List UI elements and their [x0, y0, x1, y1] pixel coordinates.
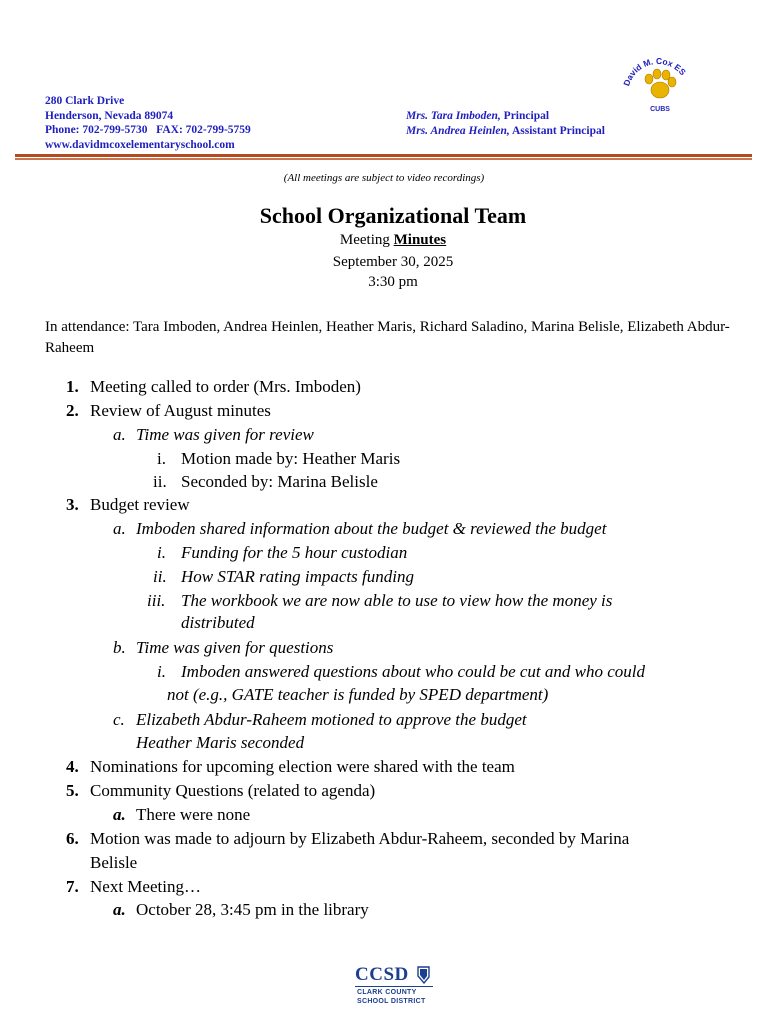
ccsd-line1: CLARK COUNTY — [357, 989, 417, 996]
nevada-state-icon — [417, 966, 430, 984]
asst-principal-line — [406, 124, 605, 139]
document-title: School Organizational Team — [259, 203, 527, 228]
school-address-block — [45, 94, 251, 152]
asst-principal-title: Assistant Principal — [509, 124, 605, 137]
website-link[interactable]: www.davidmcoxelementaryschool.com — [45, 138, 235, 151]
attendance-list: In attendance: Tara Imboden, Andrea Heinlen, Heather Maris, Richard Saladino, Marina Belisle, Elizabeth Abdur-Raheem — [45, 319, 730, 356]
meeting-date: September 30, 2025 — [332, 254, 454, 270]
school-paw-logo — [620, 52, 696, 114]
address-street: 280 Clark Drive — [45, 95, 125, 107]
asst-principal-name: Mrs. Andrea Heinlen, — [406, 124, 510, 137]
phone-fax: Phone: 702-799-5730 FAX: 702-799-5759 — [45, 124, 251, 136]
list-item-continuation: distributed — [181, 613, 255, 632]
principal-line — [406, 109, 605, 124]
logo-arc-text: David M. Cox ES — [621, 55, 688, 88]
list-item-continuation: not (e.g., GATE teacher is funded by SPED department) — [167, 685, 549, 704]
principal-title: Principal — [500, 110, 550, 122]
logo-subtext: CUBS — [650, 106, 670, 113]
principal-name: Mrs. Tara Imboden, — [406, 110, 501, 122]
header-divider — [15, 154, 752, 161]
subtitle-minutes: Minutes — [393, 232, 447, 248]
video-recording-notice: (All meetings are subject to video recordings) — [283, 172, 485, 184]
subtitle-prefix: Meeting — [339, 232, 394, 248]
ccsd-wordmark: CCSD — [355, 964, 409, 985]
ccsd-line2: SCHOOL DISTRICT — [357, 998, 426, 1005]
address-city: Henderson, Nevada 89074 — [45, 109, 174, 122]
list-item-continuation: Heather Maris seconded — [136, 733, 305, 752]
list-item-continuation: Belisle — [90, 853, 138, 872]
meeting-time: 3:30 pm — [368, 274, 418, 290]
meeting-subtitle — [0, 232, 768, 249]
ccsd-logo — [355, 964, 435, 1012]
administrators-block — [406, 109, 605, 138]
